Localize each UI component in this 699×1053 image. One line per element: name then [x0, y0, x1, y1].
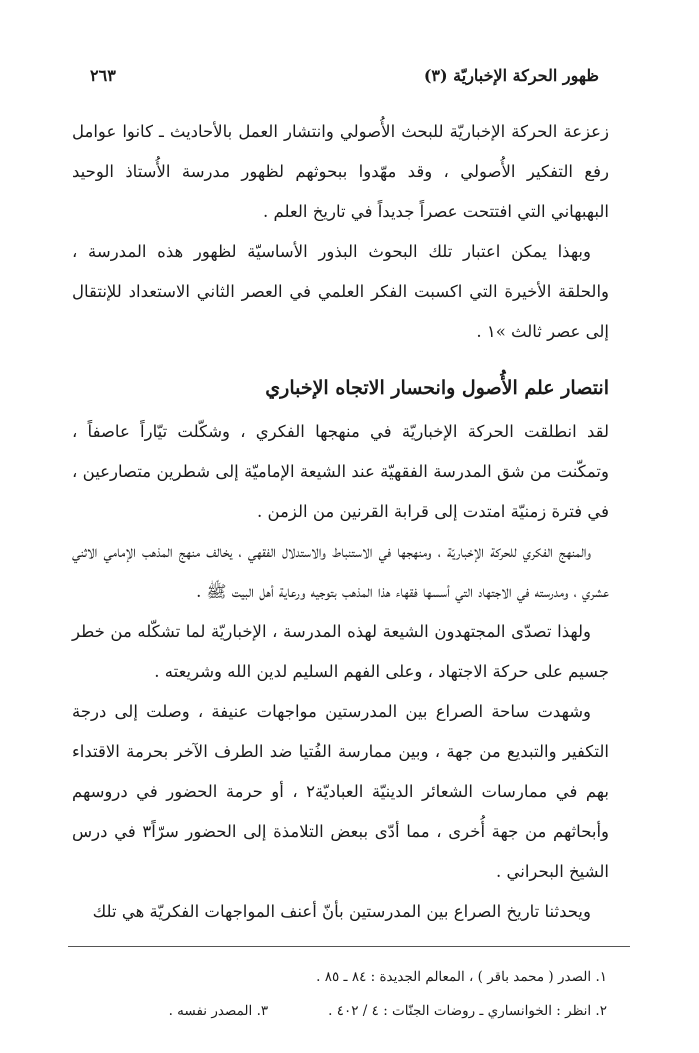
- section-heading: انتصار علم الأُصول وانحسار الاتجاه الإخباري: [265, 377, 609, 399]
- footnote-3: ٣. المصدر نفسه .: [168, 1003, 269, 1019]
- footnote-divider: [68, 946, 630, 947]
- paragraph: ولهذا تصدّى المجتهدون الشيعة لهذه المدرسة ، الإخباريّة لما تشكّله من خطر جسيم على حركة الاجتهاد ، وعلى الفهم السليم لدين الله وشريعته .: [72, 622, 609, 681]
- paragraph: والمنهج الفكري للحركة الإخباريّة ، ومنهجها في الاستنباط والاستدلال الفقهي ، يخالف منهج المذهب الإمامي الاثني عشري ، ومدرسته في الاجتهاد التي أسسها فقهاء هذا المذهب بتوجيه ورعاية أهل البيت ﷺ .: [72, 542, 609, 601]
- footnote-2: ٢. انظر : الخوانساري ـ روضات الجنّات : ٤ / ٤٠٢ .: [328, 1003, 607, 1019]
- header-title: ظهور الحركة الإخباريّة (٣): [423, 65, 599, 85]
- paragraph: وبهذا يمكن اعتبار تلك البحوث البذور الأساسيّة لظهور هذه المدرسة ، والحلقة الأخيرة التي اكسبت الفكر العلمي في العصر الثاني الاستعداد للإنتقال إلى عصر ثالث »١ .: [72, 242, 609, 341]
- running-header: [90, 62, 599, 88]
- footnote-row: [72, 994, 607, 1028]
- paragraph: لقد انطلقت الحركة الإخباريّة في منهجها الفكري ، وشكّلت تيّاراً عاصفاً ، وتمكّنت من شق المدرسة الفقهيّة عند الشيعة الإماميّة إلى شطرين متصارعين ، في فترة زمنيّة امتدت إلى قرابة القرنين من الزمن .: [72, 422, 609, 521]
- paragraph: وشهدت ساحة الصراع بين المدرستين مواجهات عنيفة ، وصلت إلى درجة التكفير والتبديع من جهة ، وبين ممارسة الفُتيا ضد الطرف الآخر بحرمة الاقتداء بهم في ممارسات الشعائر الدينيّة العباديّة٢ ، أو حرمة الحضور في دروسهم وأبحاثهم من جهة أُخرى ، مما أدّى ببعض التلامذة إلى الحضور سرّاً٣ في درس الشيخ البحراني .: [72, 702, 610, 881]
- footnote-1: ١. الصدر ( محمد باقر ) ، المعالم الجديدة : ٨٤ ـ ٨٥ .: [316, 969, 607, 985]
- footnotes: [72, 960, 607, 1028]
- paragraph: ويحدثنا تاريخ الصراع بين المدرستين بأنّ أعنف المواجهات الفكريّة هي تلك: [92, 902, 591, 921]
- paragraph-continued: زعزعة الحركة الإخباريّة للبحث الأُصولي وانتشار العمل بالأحاديث ـ كانوا عوامل رفع التفكير الأُصولي ، وقد مهّدوا ببحوثهم لظهور مدرسة الأُستاذ الوحيد البهبهاني التي افتتحت عصراً جديداً في تاريخ العلم .: [72, 122, 609, 221]
- page-number: ٢٦٣: [90, 65, 116, 85]
- body-text: [72, 112, 609, 932]
